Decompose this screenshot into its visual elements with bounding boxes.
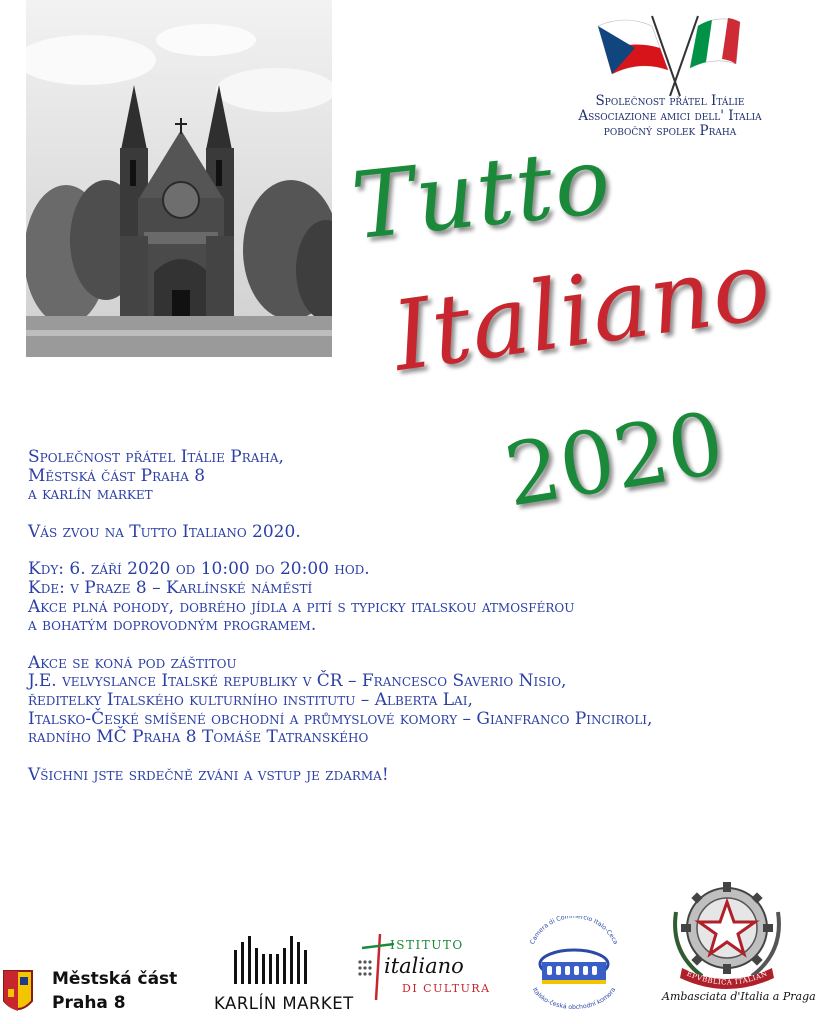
praha8-label-line2: Praha 8 (52, 993, 126, 1013)
camera-top-text: Camera di Commercio Italo-Ceca (528, 916, 620, 946)
iic-line1: ISTITUTO (390, 938, 464, 952)
ambasciata-caption: Ambasciata d'Italia a Praga (662, 990, 816, 1003)
association-line-1: Společnost přátel Itálie (595, 93, 745, 109)
iic-line2: italiano (384, 954, 464, 978)
camera-commercio-logo (520, 916, 628, 1016)
svg-text:Camera di Commercio Italo-Ceca (529, 916, 619, 946)
emblem-ribbon-text: EPVBBLICA ITALIAN (685, 969, 769, 987)
detail-when: Kdy: 6. září 2020 od 10:00 do 20:00 hod. (28, 559, 370, 580)
camera-bottom-text: Italsko-česká obchodní komora (530, 986, 618, 1012)
praha8-logo (2, 965, 192, 1020)
association-line-3: pobočný spolek Praha (603, 123, 737, 139)
patronage-line: radního MČ Praha 8 Tomáše Tatranského (28, 727, 369, 748)
ambasciata-logo (662, 872, 816, 1012)
svg-text:Italsko-česká obchodní komora (531, 986, 618, 1011)
title-tutto: Tutto (347, 126, 617, 261)
iic-line3: DI CULTURA (402, 982, 491, 995)
closing-line: Všichni jste srdečně zváni a vstup je zdarma! (28, 764, 389, 785)
association-line-2: Associazione amici dell' Italia (578, 108, 762, 124)
church-photo (26, 0, 332, 357)
patronage-heading: Akce se koná pod záštitou (28, 652, 237, 673)
iic-logo (352, 930, 492, 1000)
invite-line: Vás zvou na Tutto Italiano 2020. (28, 521, 301, 542)
title-year: 2020 (498, 393, 731, 527)
invitation-text (28, 448, 818, 784)
patronage-line: Italsko-České smíšené obchodní a průmyslové komory – Gianfranco Pinciroli, (28, 708, 653, 729)
karlin-market-logo (214, 932, 354, 1020)
organizer-line: Společnost přátel Itálie Praha, (28, 447, 284, 467)
camera-arena-icon (520, 916, 628, 1016)
italian-emblem-icon (662, 872, 792, 990)
detail-where: Kde: v Praze 8 – Karlínské náměstí (28, 577, 313, 598)
praha8-crest-icon (2, 967, 34, 1017)
title-italiano: Italiano (386, 229, 778, 393)
patronage-line: ředitelky Italského kulturního institutu – Alberta Lai, (28, 689, 473, 710)
praha8-label-line1: Městská část (52, 969, 178, 989)
detail-description: Akce plná pohody, dobrého jídla a pití s typicky italskou atmosférou (28, 596, 575, 617)
detail-description: a bohatým doprovodným programem. (28, 615, 317, 636)
karlin-market-label: KARLÍN MARKET (214, 994, 354, 1013)
karlin-bars-icon (214, 932, 332, 992)
patronage-line: J.E. velvyslance Italské republiky v ČR – Francesco Saverio Nisio, (28, 671, 567, 692)
organizer-line: a karlín market (28, 484, 153, 505)
organizer-line: Městská část Praha 8 (28, 465, 206, 486)
czech-italian-flags-logo (590, 8, 760, 98)
